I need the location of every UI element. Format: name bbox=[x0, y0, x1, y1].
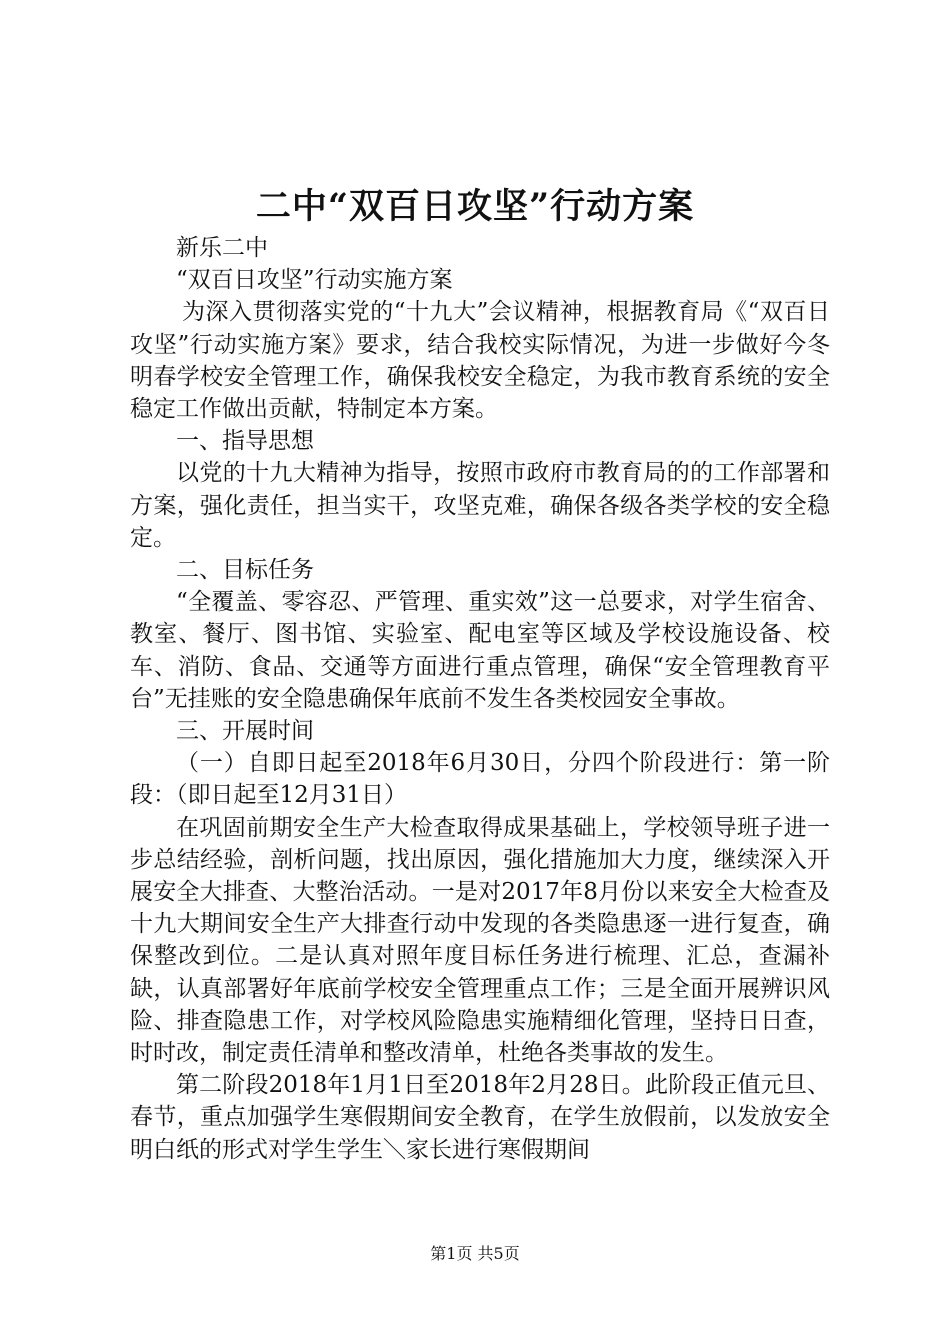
intro-paragraph: 为深入贯彻落实党的“十九大”会议精神，根据教育局《“双百日攻坚”行动实施方案》要求，结合我校实际情况，为进一步做好今冬明春学校安全管理工作，确保我校安全稳定，为我市教育系统的安全稳定工作做出贡献，特制定本方案。 bbox=[130, 299, 830, 423]
section-heading-schedule: 三、开展时间 bbox=[176, 718, 314, 745]
document-title: 二中“双百日攻坚”行动方案 bbox=[255, 186, 695, 227]
phase-two-paragraph: 第二阶段2018年1月1日至2018年2月28日。此阶段正值元旦、春节，重点加强学生寒假期间安全教育，在学生放假前，以发放安全明白纸的形式对学生学生＼家长进行寒假期间 bbox=[130, 1072, 830, 1163]
schedule-paragraph: （一）自即日起至2018年6月30日，分四个阶段进行：第一阶段：（即日起至12月31日） bbox=[130, 750, 830, 809]
plan-subtitle: “双百日攻坚”行动实施方案 bbox=[176, 267, 453, 294]
goals-paragraph: “全覆盖、零容忍、严管理、重实效”这一总要求，对学生宿舍、教室、餐厅、图书馆、实验室、配电室等区域及学校设施设备、校车、消防、食品、交通等方面进行重点管理，确保“安全管理教育平台”无挂账的安全隐患确保年底前不发生各类校园安全事故。 bbox=[130, 589, 830, 712]
section-heading-goals: 二、目标任务 bbox=[176, 557, 314, 584]
page-footer: 第1页 共5页 bbox=[430, 1244, 520, 1263]
section-heading-guiding-thought: 一、指导思想 bbox=[176, 428, 314, 455]
phase-one-paragraph: 在巩固前期安全生产大检查取得成果基础上，学校领导班子进一步总结经验，剖析问题，找出原因，强化措施加大力度，继续深入开展安全大排查、大整治活动。一是对2017年8月份以来安全大检查及十九大期间安全生产大排查行动中发现的各类隐患逐一进行复查，确保整改到位。二是认真对照年度目标任务进行梳理、汇总，查漏补缺，认真部署好年底前学校安全管理重点工作；三是全面开展辨识风险、排查隐患工作，对学校风险隐患实施精细化管理，坚持日日查，时时改，制定责任清单和整改清单，杜绝各类事故的发生。 bbox=[130, 814, 830, 1067]
school-name: 新乐二中 bbox=[176, 235, 268, 261]
document-body bbox=[130, 232, 830, 1166]
guiding-thought-paragraph: 以党的十九大精神为指导，按照市政府市教育局的的工作部署和方案，强化责任，担当实干，攻坚克难，确保各级各类学校的安全稳定。 bbox=[130, 460, 830, 551]
